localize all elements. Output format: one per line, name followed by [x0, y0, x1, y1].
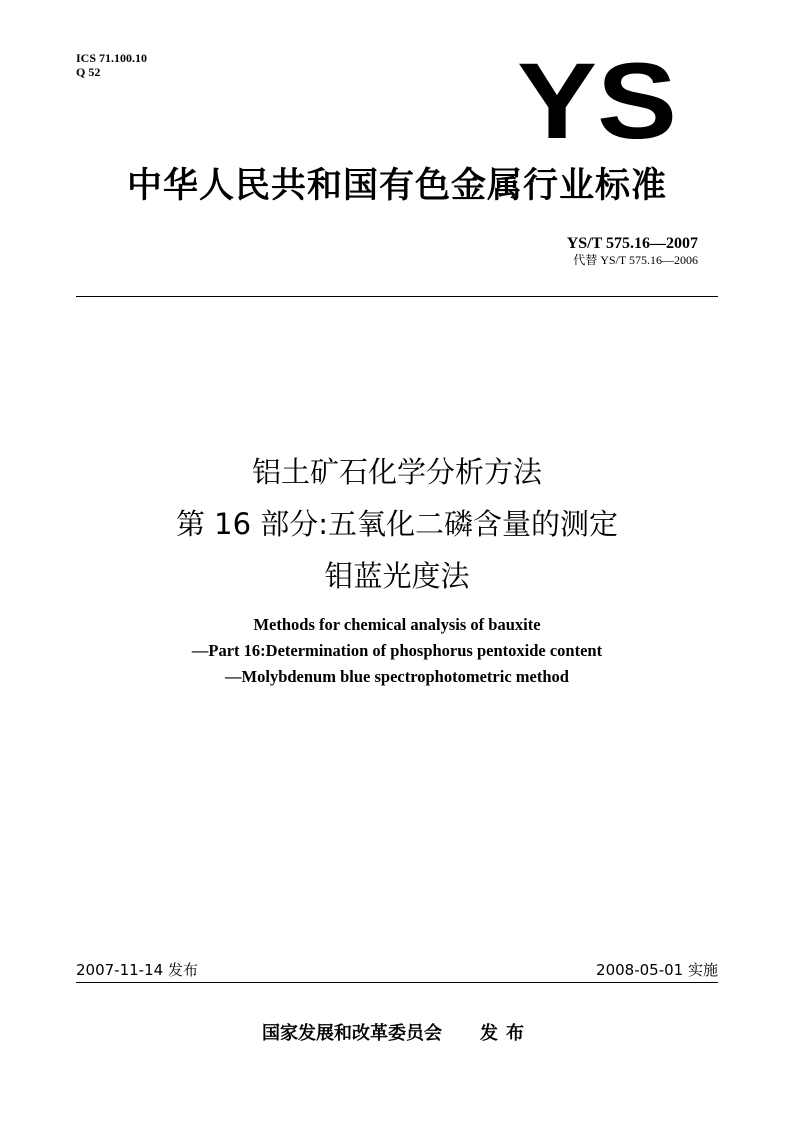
replaces-standard: 代替 YS/T 575.16—2006 — [573, 253, 698, 267]
issuer — [0, 1022, 794, 1046]
header-divider — [76, 296, 718, 297]
publish-date: 2007-11-14 发布 — [76, 961, 198, 979]
classification-codes — [76, 51, 147, 79]
issuer-action: 发布 — [480, 1023, 532, 1044]
svg-text:YS: YS — [517, 56, 677, 146]
chinese-title — [0, 446, 794, 602]
implementation-date: 2008-05-01 实施 — [596, 961, 718, 979]
ccs-code: Q 52 — [76, 65, 101, 79]
chinese-title-line-2: 第 16 部分:五氧化二磷含量的测定 — [175, 507, 619, 541]
ys-logo — [515, 56, 679, 146]
english-title-line-1: Methods for chemical analysis of bauxite — [253, 615, 541, 634]
ics-code: ICS 71.100.10 — [76, 51, 148, 65]
footer-divider — [76, 982, 718, 983]
standard-number-block — [567, 234, 698, 267]
english-title — [0, 612, 794, 690]
issuer-name: 国家发展和改革委员会 — [262, 1023, 442, 1044]
chinese-title-line-3: 钼蓝光度法 — [324, 559, 470, 593]
chinese-title-line-1: 铝土矿石化学分析方法 — [251, 455, 542, 489]
standard-number: YS/T 575.16—2007 — [566, 235, 698, 252]
org-title: 中华人民共和国有色金属行业标准 — [126, 166, 667, 206]
english-title-line-3: —Molybdenum blue spectrophotometric method — [225, 667, 569, 686]
english-title-line-2: —Part 16:Determination of phosphorus pentoxide content — [191, 641, 603, 660]
